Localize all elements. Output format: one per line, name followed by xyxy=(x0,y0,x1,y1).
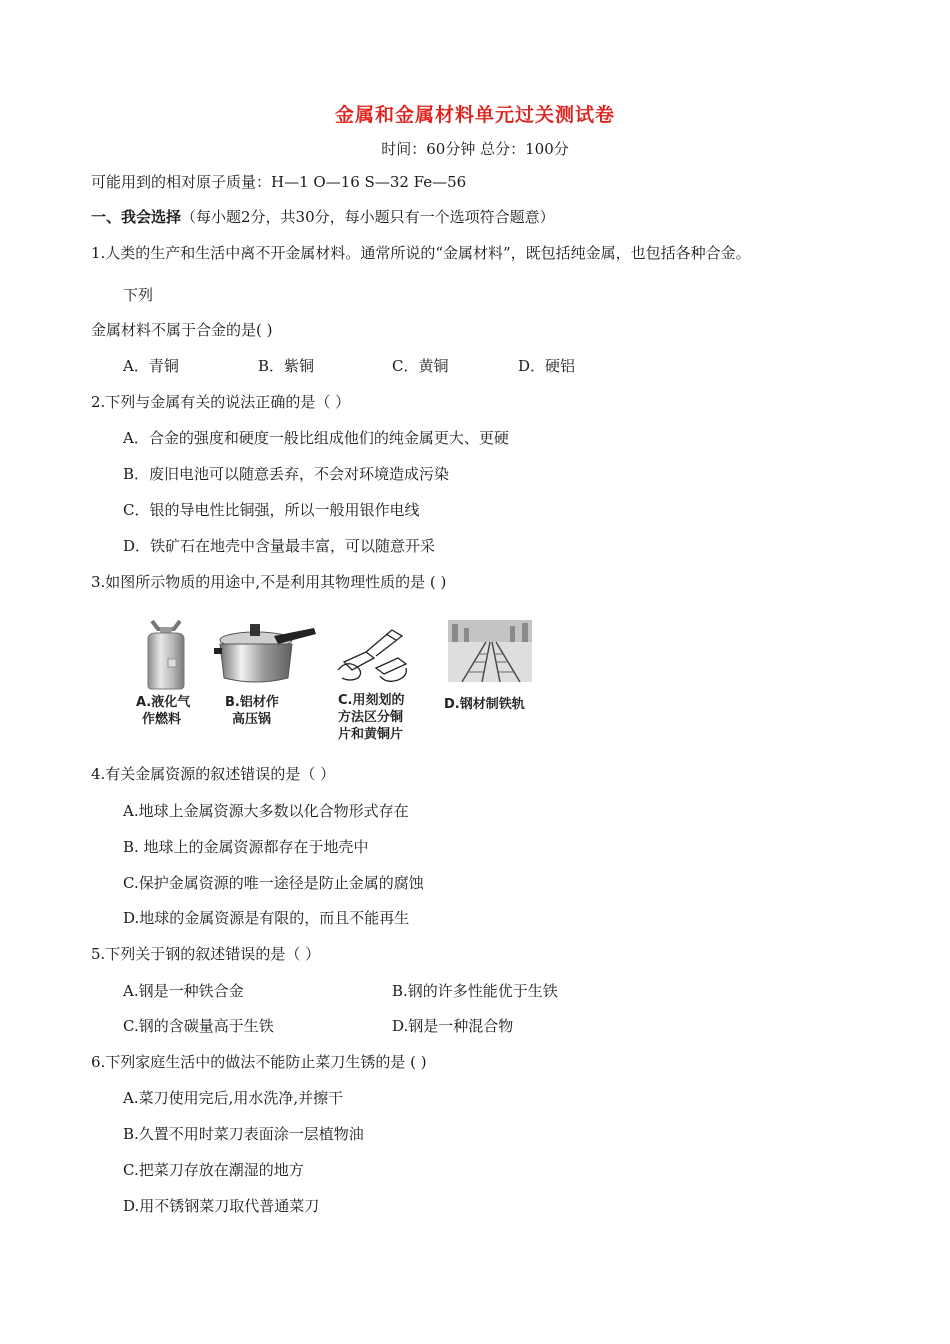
railway-track-icon xyxy=(448,620,532,682)
q5-option-a: A.钢是一种铁合金 xyxy=(123,982,244,1000)
q6-option-b: B.久置不用时菜刀表面涂一层植物油 xyxy=(123,1125,364,1143)
caption-c-line3: 片和黄铜片 xyxy=(338,727,404,742)
caption-b-line1: B.铝材作 xyxy=(225,695,279,710)
q2-option-b: B．废旧电池可以随意丢弃，不会对环境造成污染 xyxy=(123,465,450,483)
q1-option-a: A．青铜 xyxy=(123,357,179,375)
q5-option-d: D.钢是一种混合物 xyxy=(392,1017,514,1035)
caption-c-line1: C.用刻划的 xyxy=(338,693,405,708)
page-title: 金属和金属材料单元过关测试卷 xyxy=(334,104,615,126)
scratch-test-icon xyxy=(336,622,412,690)
pressure-cooker-icon xyxy=(214,618,318,688)
q5-option-c: C.钢的含碳量高于生铁 xyxy=(123,1017,274,1035)
q2-stem: 2.下列与金属有关的说法正确的是（ ） xyxy=(91,393,351,411)
q2-option-a: A．合金的强度和硬度一般比组成他们的纯金属更大、更硬 xyxy=(123,429,509,447)
q5-option-b: B.钢的许多性能优于生铁 xyxy=(392,982,558,1000)
q2-option-d: D．铁矿石在地壳中含量最丰富，可以随意开采 xyxy=(123,537,436,555)
q4-option-a: A.地球上金属资源大多数以化合物形式存在 xyxy=(123,802,409,820)
caption-b-line2: 高压锅 xyxy=(232,712,272,727)
caption-c-line2: 方法区分铜 xyxy=(338,710,404,725)
q4-option-b: B. 地球上的金属资源都存在于地壳中 xyxy=(123,838,369,856)
q4-option-d: D.地球的金属资源是有限的，而且不能再生 xyxy=(123,909,410,927)
caption-d-line1: D.钢材制铁轨 xyxy=(444,697,525,712)
gas-cylinder-icon xyxy=(138,615,194,690)
q2-option-c: C．银的导电性比铜强，所以一般用银作电线 xyxy=(123,501,420,519)
q1-option-b: B．紫铜 xyxy=(258,357,315,375)
q6-option-c: C.把菜刀存放在潮湿的地方 xyxy=(123,1161,304,1179)
q4-option-c: C.保护金属资源的唯一途径是防止金属的腐蚀 xyxy=(123,874,424,892)
section-heading xyxy=(91,207,555,227)
q1-line1: 1.人类的生产和生活中离不开金属材料。通常所说的“金属材料”，既包括纯金属，也包括各种合金。 xyxy=(91,244,751,262)
section-note: （每小题2分，共30分，每小题只有一个选项符合题意） xyxy=(181,208,555,226)
q5-stem: 5.下列关于钢的叙述错误的是（ ） xyxy=(91,945,321,963)
q1-line3: 金属材料不属于合金的是( ) xyxy=(91,321,273,339)
caption-a-line1: A.液化气 xyxy=(136,695,191,710)
q6-option-a: A.菜刀使用完后,用水洗净,并擦干 xyxy=(123,1089,344,1107)
caption-a-line2: 作燃料 xyxy=(142,712,182,727)
q4-stem: 4.有关金属资源的叙述错误的是（ ） xyxy=(91,765,336,783)
q1-option-c: C．黄铜 xyxy=(392,357,449,375)
q6-option-d: D.用不锈钢菜刀取代普通菜刀 xyxy=(123,1197,320,1215)
q1-option-d: D．硬铝 xyxy=(518,357,576,375)
section-title: 一、我会选择 xyxy=(91,208,182,226)
q6-stem: 6.下列家庭生活中的做法不能防止菜刀生锈的是 ( ) xyxy=(91,1053,427,1071)
q1-line2: 下列 xyxy=(123,286,154,304)
exam-time-total: 时间：60分钟 总分：100分 xyxy=(381,140,569,158)
q3-stem: 3.如图所示物质的用途中,不是利用其物理性质的是 ( ) xyxy=(91,573,447,591)
atomic-mass-line: 可能用到的相对原子质量：H—1 O—16 S—32 Fe—56 xyxy=(91,173,467,191)
